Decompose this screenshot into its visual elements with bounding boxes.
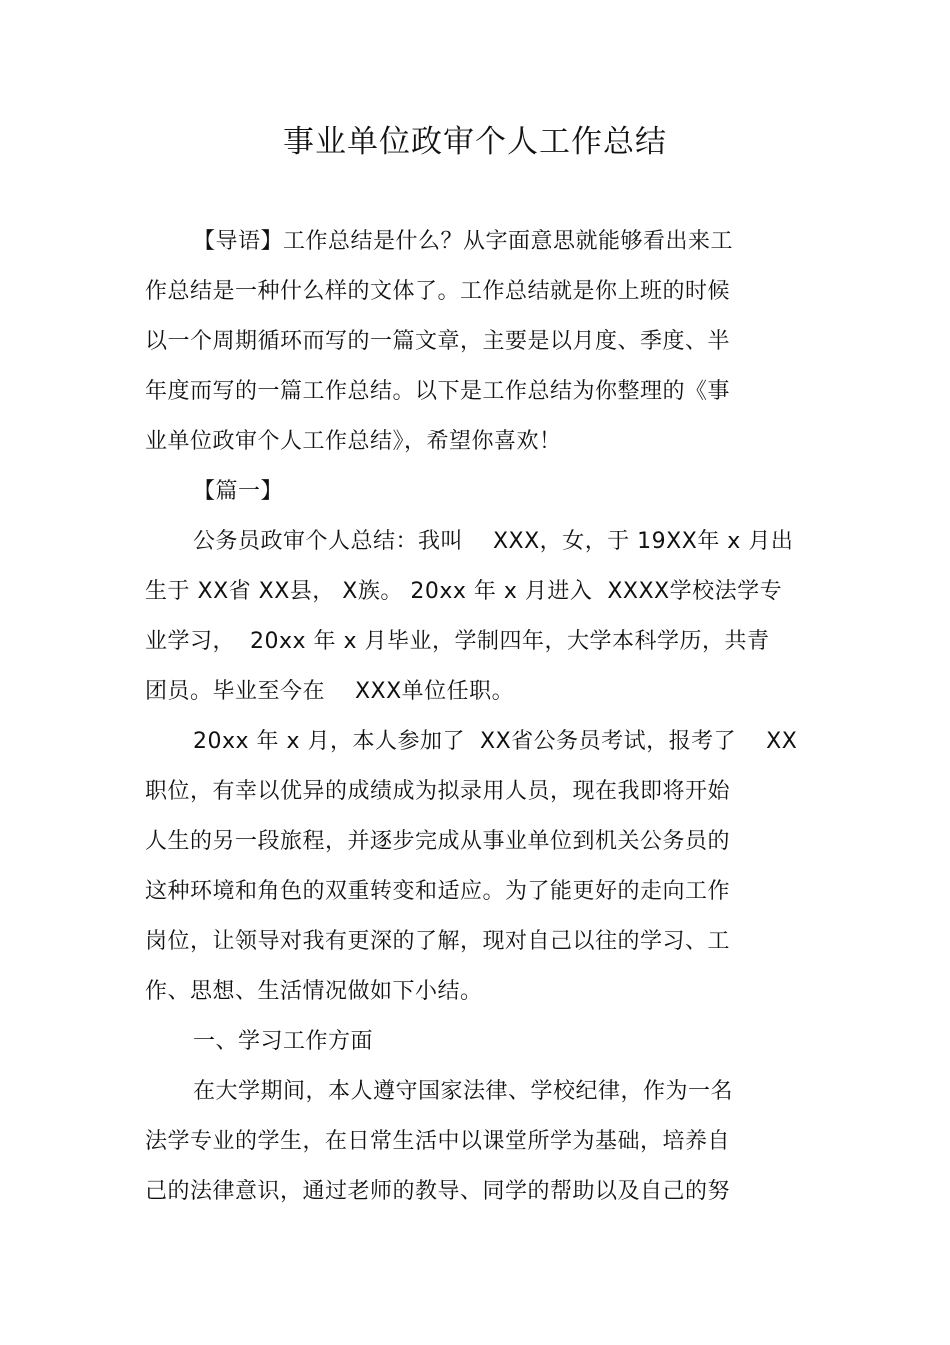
body-line: 人生的另一段旅程，并逐步完成从事业单位到机关公务员的 bbox=[145, 829, 731, 854]
body-line: 法学专业的学生，在日常生活中以课堂所学为基础，培养自 bbox=[145, 1129, 731, 1154]
document-title: 事业单位政审个人工作总结 bbox=[283, 124, 667, 160]
body-line: 业学习， 20xx 年 x 月毕业，学制四年，大学本科学历，共青 bbox=[145, 629, 770, 654]
body-line: 生于 XX省 XX县， X族。 20xx 年 x 月进入 XXXX学校法学专 bbox=[145, 579, 783, 604]
body-line: 这种环境和角色的双重转变和适应。为了能更好的走向工作 bbox=[145, 879, 731, 904]
subsection-heading: 一、学习工作方面 bbox=[193, 1029, 374, 1054]
intro-line: 业单位政审个人工作总结》，希望你喜欢！ bbox=[145, 429, 562, 454]
body-line: 岗位，让领导对我有更深的了解，现对自己以往的学习、工 bbox=[145, 929, 731, 954]
body-line: 己的法律意识，通过老师的教导、同学的帮助以及自己的努 bbox=[145, 1179, 731, 1204]
intro-line: 【导语】工作总结是什么？从字面意思就能够看出来工 bbox=[193, 229, 734, 254]
body-line: 团员。毕业至今在 XXX单位任职。 bbox=[145, 679, 515, 704]
intro-line: 作总结是一种什么样的文体了。工作总结就是你上班的时候 bbox=[145, 279, 731, 304]
body-line: 在大学期间，本人遵守国家法律、学校纪律，作为一名 bbox=[193, 1079, 734, 1104]
intro-line: 以一个周期循环而写的一篇文章，主要是以月度、季度、半 bbox=[145, 329, 731, 354]
body-line: 职位，有幸以优异的成绩成为拟录用人员，现在我即将开始 bbox=[145, 779, 731, 804]
section-heading: 【篇一】 bbox=[193, 479, 284, 504]
body-line: 20xx 年 x 月，本人参加了 XX省公务员考试，报考了 XX bbox=[193, 729, 798, 754]
body-line: 作、思想、生活情况做如下小结。 bbox=[145, 979, 483, 1004]
body-line: 公务员政审个人总结：我叫 XXX，女，于 19XX年 x 月出 bbox=[193, 529, 794, 554]
intro-line: 年度而写的一篇工作总结。以下是工作总结为你整理的《事 bbox=[145, 379, 731, 404]
